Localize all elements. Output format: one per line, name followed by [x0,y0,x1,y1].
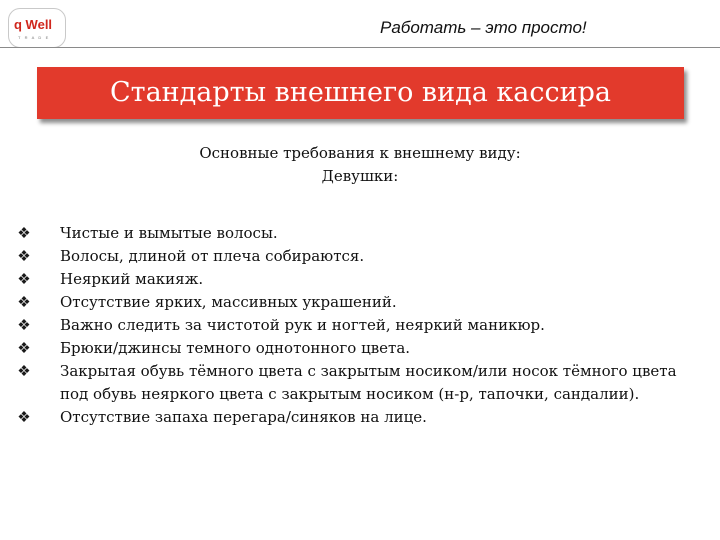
subtitle-requirements: Основные требования к внешнему виду: [199,144,521,162]
requirement-text: Важно следить за чистотой рук и ногтей, неяркий маникюр. [60,316,545,334]
list-item [16,314,706,337]
title-banner [37,67,684,119]
list-item [16,360,706,406]
list-item [16,245,706,268]
diamond-bullet-icon: ❖ [17,293,31,311]
list-item [16,337,706,360]
header-divider [0,47,720,48]
list-item [16,268,706,291]
requirements-list [16,222,706,429]
requirement-text: Отсутствие ярких, массивных украшений. [60,293,397,311]
company-logo [8,8,66,48]
list-item [16,222,706,245]
requirement-text: Брюки/джинсы темного однотонного цвета. [60,339,411,357]
list-item [16,291,706,314]
page-title: Стандарты внешнего вида кассира [109,77,612,108]
requirement-text: Чистые и вымытые волосы. [60,224,278,242]
logo-wordmark: q Well [14,17,53,32]
requirement-text: Волосы, длиной от плеча собираются. [60,247,365,265]
subtitle-girls: Девушки: [321,167,399,185]
diamond-bullet-icon: ❖ [17,316,31,334]
diamond-bullet-icon: ❖ [17,224,31,242]
diamond-bullet-icon: ❖ [17,362,31,380]
diamond-bullet-icon: ❖ [17,408,31,426]
diamond-bullet-icon: ❖ [17,270,31,288]
requirement-text: Отсутствие запаха перегара/синяков на лице. [60,408,427,426]
requirement-text: Закрытая обувь тёмного цвета с закрытым носиком/или носок тёмного цвета под обувь неяркого цвета с закрытым носиком (н-р, тапочки, сандалии). [60,362,677,403]
slogan: Работать – это просто! [380,18,587,37]
diamond-bullet-icon: ❖ [17,247,31,265]
diamond-bullet-icon: ❖ [17,339,31,357]
requirement-text: Неяркий макияж. [60,270,204,288]
list-item [16,406,706,429]
logo-subtext: T R A D E [18,35,50,40]
